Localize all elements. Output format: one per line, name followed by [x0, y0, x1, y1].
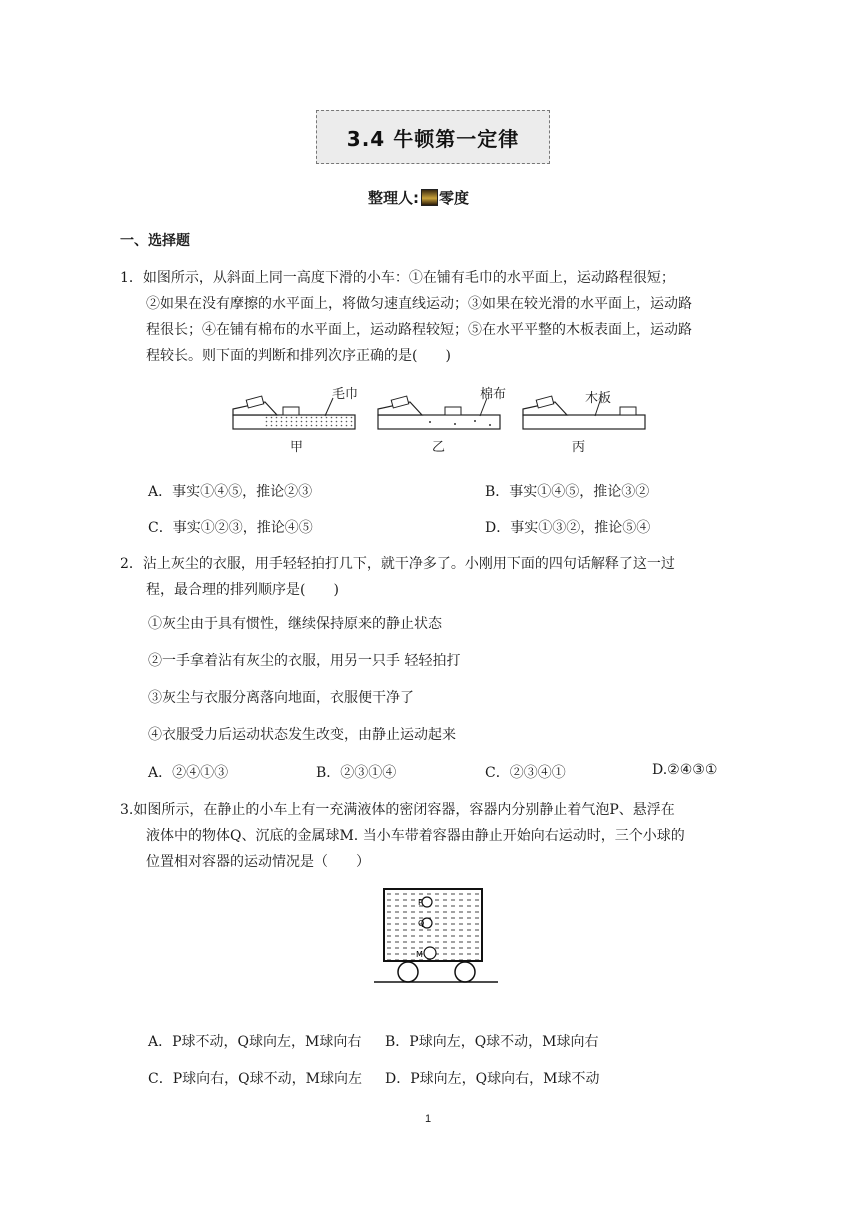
- caption-yi: 乙: [432, 440, 446, 455]
- caption-jia: 甲: [290, 440, 304, 455]
- q1-option-b: B．事实①④⑤，推论③②: [485, 484, 650, 500]
- q2-statement-1: ①灰尘由于具有惯性，继续保持原来的静止状态: [148, 616, 442, 632]
- q3-option-d: D．P球向左，Q球向右，M球不动: [385, 1071, 600, 1087]
- author-prefix: 整理人:: [368, 189, 419, 207]
- author-avatar-icon: [421, 189, 438, 206]
- title-box: [316, 110, 550, 164]
- section-heading: 一、选择题: [120, 233, 190, 249]
- q2-option-b: B．②③①④: [316, 765, 397, 781]
- q1-line-1: 1．如图所示，从斜面上同一高度下滑的小车：①在铺有毛巾的水平面上，运动路程很短；: [120, 270, 675, 286]
- q2-statement-3: ③灰尘与衣服分离落向地面，衣服便干净了: [148, 690, 414, 706]
- q1-line-2: ②如果在没有摩擦的水平面上，将做匀速直线运动；③如果在较光滑的水平面上，运动路: [146, 296, 692, 312]
- author-line: [368, 187, 469, 208]
- page-title: 3.4 牛顿第一定律: [346, 126, 520, 151]
- q1-line-3: 程很长；④在铺有棉布的水平面上，运动路程较短；⑤在水平平整的木板表面上，运动路: [146, 322, 692, 338]
- q2-line-2: 程，最合理的排列顺序是( ): [146, 582, 339, 598]
- q2-line-1: 2．沾上灰尘的衣服，用手轻轻拍打几下，就干净多了。小刚用下面的四句话解释了这一过: [120, 556, 675, 572]
- q2-statement-4: ④衣服受力后运动状态发生改变，由静止运动起来: [148, 727, 456, 743]
- q2-option-c: C．②③④①: [485, 765, 566, 781]
- q3-option-b: B．P球向左，Q球不动，M球向右: [385, 1034, 599, 1050]
- q3-line-1: 3.如图所示，在静止的小车上有一充满液体的密闭容器，容器内分别静止着气泡P、悬浮在: [120, 802, 675, 818]
- q2-option-d: D.②④③①: [652, 762, 718, 778]
- wheel-right: [455, 962, 475, 982]
- label-q: Q: [418, 919, 425, 928]
- q2-option-a: A．②④①③: [148, 765, 229, 781]
- label-p: P: [418, 898, 423, 907]
- page-number: 1: [425, 1113, 432, 1125]
- q2-statement-2: ②一手拿着沾有灰尘的衣服，用另一只手 轻轻拍打: [148, 653, 461, 669]
- label-towel: 毛巾: [332, 387, 359, 402]
- q1-option-d: D．事实①③②，推论⑤④: [485, 520, 651, 536]
- q1-option-a: A．事实①④⑤，推论②③: [148, 484, 313, 500]
- q1-option-c: C．事实①②③，推论④⑤: [148, 520, 313, 536]
- bubble-p: [422, 897, 432, 907]
- label-board: 木板: [585, 391, 612, 406]
- label-m: M: [416, 950, 423, 959]
- q3-option-a: A．P球不动，Q球向左，M球向右: [148, 1034, 362, 1050]
- label-cotton: 棉布: [480, 387, 507, 402]
- q3-cart-figure: [370, 885, 500, 985]
- surface-board-diagram: [523, 396, 645, 429]
- wheel-left: [398, 962, 418, 982]
- q1-line-4: 程较长。则下面的判断和排列次序正确的是( ): [146, 348, 451, 364]
- q3-option-c: C．P球向右，Q球不动，M球向左: [148, 1071, 362, 1087]
- author-name: 零度: [439, 189, 470, 207]
- q3-line-3: 位置相对容器的运动情况是（ ）: [146, 854, 370, 870]
- ball-m: [424, 947, 436, 959]
- q3-line-2: 液体中的物体Q、沉底的金属球M. 当小车带着容器由静止开始向右运动时，三个小球的: [146, 828, 685, 844]
- caption-bing: 丙: [572, 440, 586, 455]
